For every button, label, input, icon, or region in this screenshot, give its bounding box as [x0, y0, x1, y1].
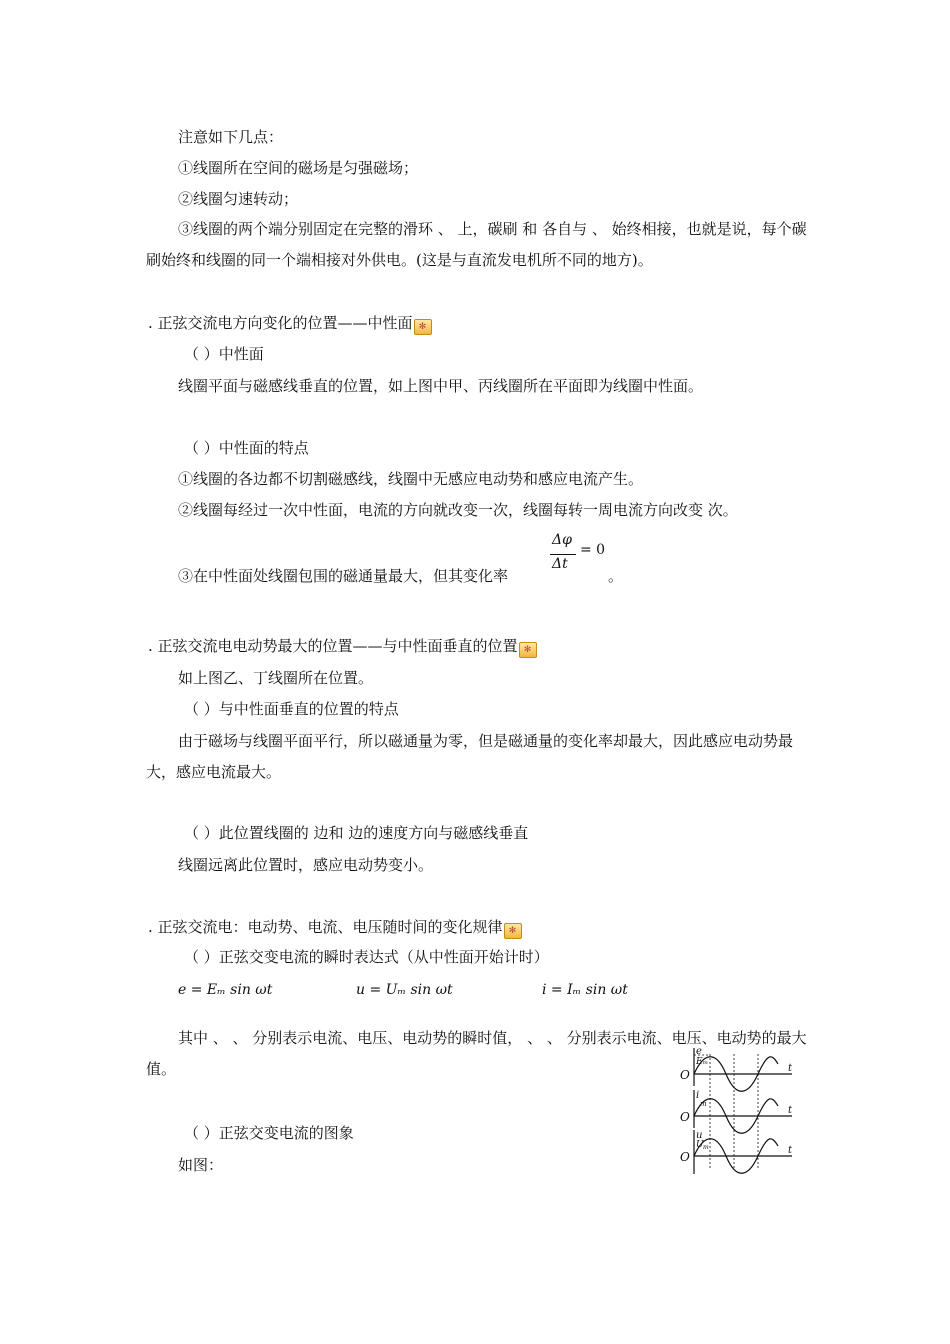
- formula-i: i = Iₘ sin ωt: [542, 982, 628, 998]
- section-b-line1: 如上图乙、丁线圈所在位置。: [178, 669, 374, 687]
- i-axis-label: i: [696, 1090, 700, 1101]
- e-max-label: Eₘ: [696, 1057, 709, 1067]
- t-label-u: t: [788, 1145, 793, 1156]
- origin-label-u: O: [680, 1150, 690, 1164]
- t-label-i: t: [788, 1105, 793, 1116]
- section-b-sub1: （ ）与中性面垂直的位置的特点: [184, 700, 399, 718]
- origin-label-i: O: [680, 1110, 690, 1124]
- formula-u: u = Uₘ sin ωt: [356, 982, 453, 998]
- section-c-sub2: （ ）正弦交变电流的图象: [184, 1124, 354, 1142]
- section-a-sub2: （ ）中性面的特点: [184, 439, 309, 457]
- section-a-point2: ②线圈每经过一次中性面，电流的方向就改变一次，线圈每转一周电流方向改变 次。: [178, 501, 738, 519]
- section-c-para: 其中 、 、 分别表示电流、电压、电动势的瞬时值， 、 、 分别表示电流、电压、电动势的最大值。: [146, 1029, 807, 1078]
- u-max-label: U: [696, 1140, 704, 1150]
- section-a-sub1: （ ）中性面: [184, 345, 264, 363]
- section-a-point3: ③在中性面处线圈包围的磁通量最大，但其变化率: [178, 567, 509, 585]
- section-b-para: 由于磁场与线圈平面平行，所以磁通量为零，但是磁通量的变化率却最大，因此感应电动势最大，感应电流最大。: [146, 732, 794, 781]
- note-icon[interactable]: ✻: [414, 319, 432, 335]
- section-a-point3-end: 。: [608, 567, 624, 585]
- note-item-1: ①线圈所在空间的磁场是匀强磁场；: [178, 159, 419, 177]
- section-b-sub2: （ ）此位置线圈的 边和 边的速度方向与磁感线垂直: [184, 824, 529, 842]
- fraction-denominator: Δt: [552, 556, 568, 572]
- origin-label-e: O: [680, 1068, 690, 1082]
- notes-heading: 注意如下几点：: [178, 128, 284, 146]
- fraction-numerator: Δφ: [552, 532, 572, 548]
- section-c-title-text: . 正弦交流电：电动势、电流、电压随时间的变化规律: [148, 918, 503, 936]
- e-axis-label: e: [696, 1046, 702, 1057]
- fraction-bar: [550, 554, 576, 555]
- section-a-point1: ①线圈的各边都不切割磁感线，线圈中无感应电动势和感应电流产生。: [178, 470, 644, 488]
- waveform-figure: [672, 1046, 804, 1176]
- u-axis-label: u: [696, 1130, 703, 1141]
- section-c-sub1: （ ）正弦交变电流的瞬时表达式（从中性面开始计时）: [184, 948, 549, 966]
- note-icon[interactable]: ✻: [504, 923, 522, 939]
- note-item-2: ②线圈匀速转动；: [178, 190, 299, 208]
- fraction-equals: = 0: [580, 542, 606, 558]
- section-a-title-text: . 正弦交流电方向变化的位置——中性面: [148, 314, 413, 332]
- section-a-sub1-text: 线圈平面与磁感线垂直的位置，如上图中甲、丙线圈所在平面即为线圈中性面。: [178, 377, 704, 395]
- note-item-3: ③线圈的两个端分别固定在完整的滑环 、 上，碳刷 和 各自与 、 始终相接，也就是说，每个碳刷始终和线圈的同一个端相接对外供电。(这是与直流发电机所不同的地方)。: [146, 220, 807, 269]
- note-icon[interactable]: ✻: [519, 642, 537, 658]
- section-b-title: [148, 636, 537, 658]
- i-max-label: m: [700, 1100, 707, 1108]
- section-a-title: [148, 313, 432, 335]
- section-b-title-text: . 正弦交流电电动势最大的位置——与中性面垂直的位置: [148, 637, 518, 655]
- formula-e: e = Eₘ sin ωt: [178, 982, 273, 998]
- section-c-line-fig: 如图：: [178, 1156, 224, 1174]
- u-max-sub: m: [703, 1144, 709, 1151]
- t-label-e: t: [788, 1063, 793, 1074]
- section-c-title: [148, 917, 522, 939]
- section-b-line2: 线圈远离此位置时，感应电动势变小。: [178, 856, 434, 874]
